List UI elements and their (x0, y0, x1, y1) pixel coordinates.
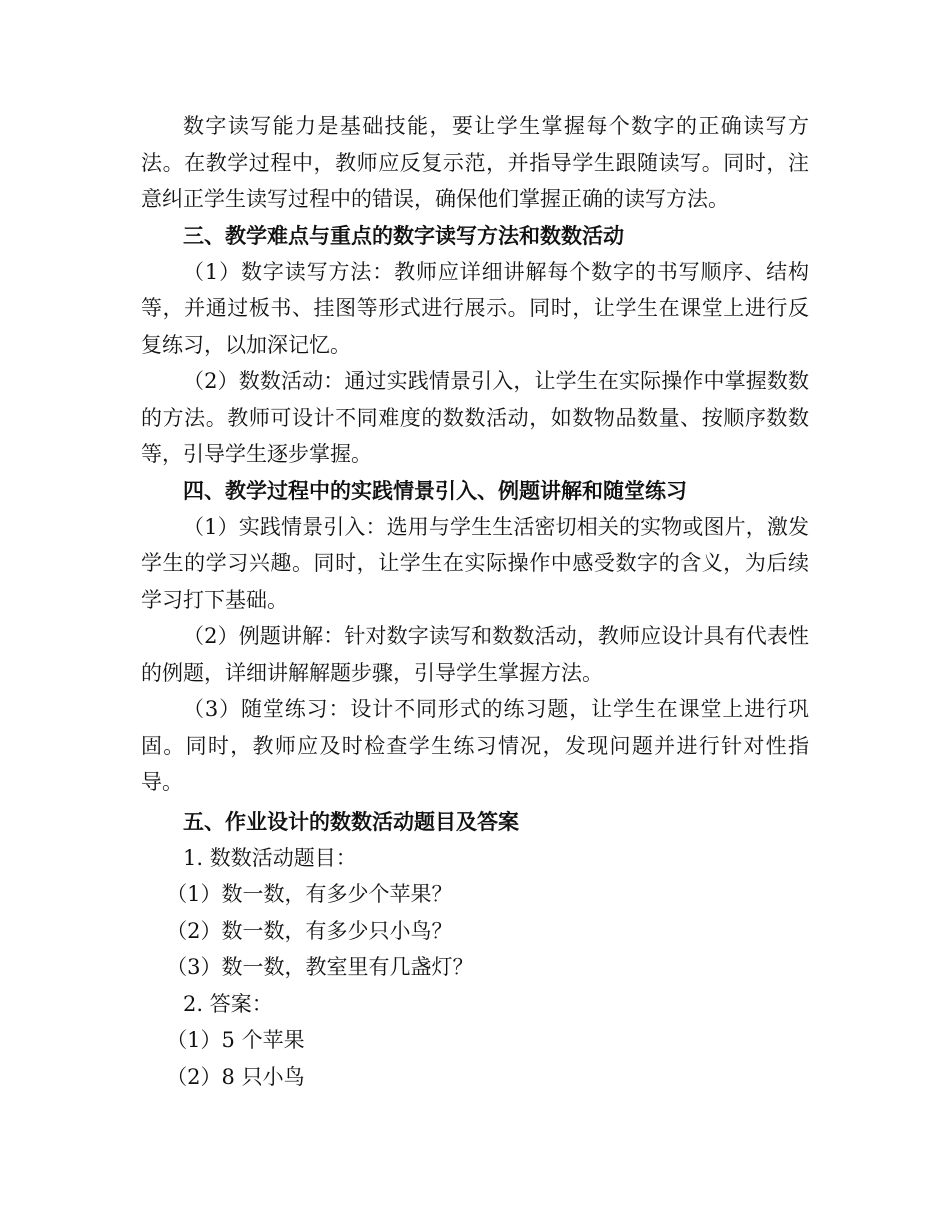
questions-title: 1. 数数活动题目： (183, 845, 357, 870)
answer-1: （1）5 个苹果 (166, 1028, 305, 1052)
question-1: （1）数一数，有多少个苹果？ (166, 882, 453, 906)
intro-paragraph: 数字读写能力是基础技能，要让学生掌握每个数字的正确读写方法。在教学过程中，教师应反复示范，并指导学生跟随读写。同时，注意纠正学生读写过程中的错误，确保他们掌握正确的读写方法。 (141, 114, 809, 211)
answer-2: （2）8 只小鸟 (166, 1064, 305, 1089)
section-3-item-1: （1）数字读写方法：教师应详细讲解每个数字的书写顺序、结构等，并通过板书、挂图等形式进行展示。同时，让学生在课堂上进行反复练习，以加深记忆。 (141, 259, 809, 357)
document-page (141, 108, 809, 1095)
section-3-heading: 三、教学难点与重点的数字读写方法和数数活动 (183, 222, 624, 248)
answers-title: 2. 答案： (183, 991, 273, 1016)
section-4-item-3: （3）随堂练习：设计不同形式的练习题，让学生在课堂上进行巩固。同时，教师应及时检查学生练习情况，发现问题并进行针对性指导。 (141, 697, 809, 794)
section-3-item-2: （2）数数活动：通过实践情景引入，让学生在实际操作中掌握数数的方法。教师可设计不同难度的数数活动，如数物品数量、按顺序数数等，引导学生逐步掌握。 (141, 369, 809, 466)
section-4-heading: 四、教学过程中的实践情景引入、例题讲解和随堂练习 (183, 477, 687, 503)
question-2: （2）数一数，有多少只小鸟？ (166, 918, 453, 943)
question-3: （3）数一数，教室里有几盏灯？ (166, 955, 474, 979)
section-5-heading: 五、作业设计的数数活动题目及答案 (183, 808, 519, 834)
section-4-item-2: （2）例题讲解：针对数字读写和数数活动，教师应设计具有代表性的例题，详细讲解解题步骤，引导学生掌握方法。 (141, 624, 809, 685)
section-4-item-1: （1）实践情景引入：选用与学生生活密切相关的实物或图片，激发学生的学习兴趣。同时，让学生在实际操作中感受数字的含义，为后续学习打下基础。 (141, 514, 809, 612)
